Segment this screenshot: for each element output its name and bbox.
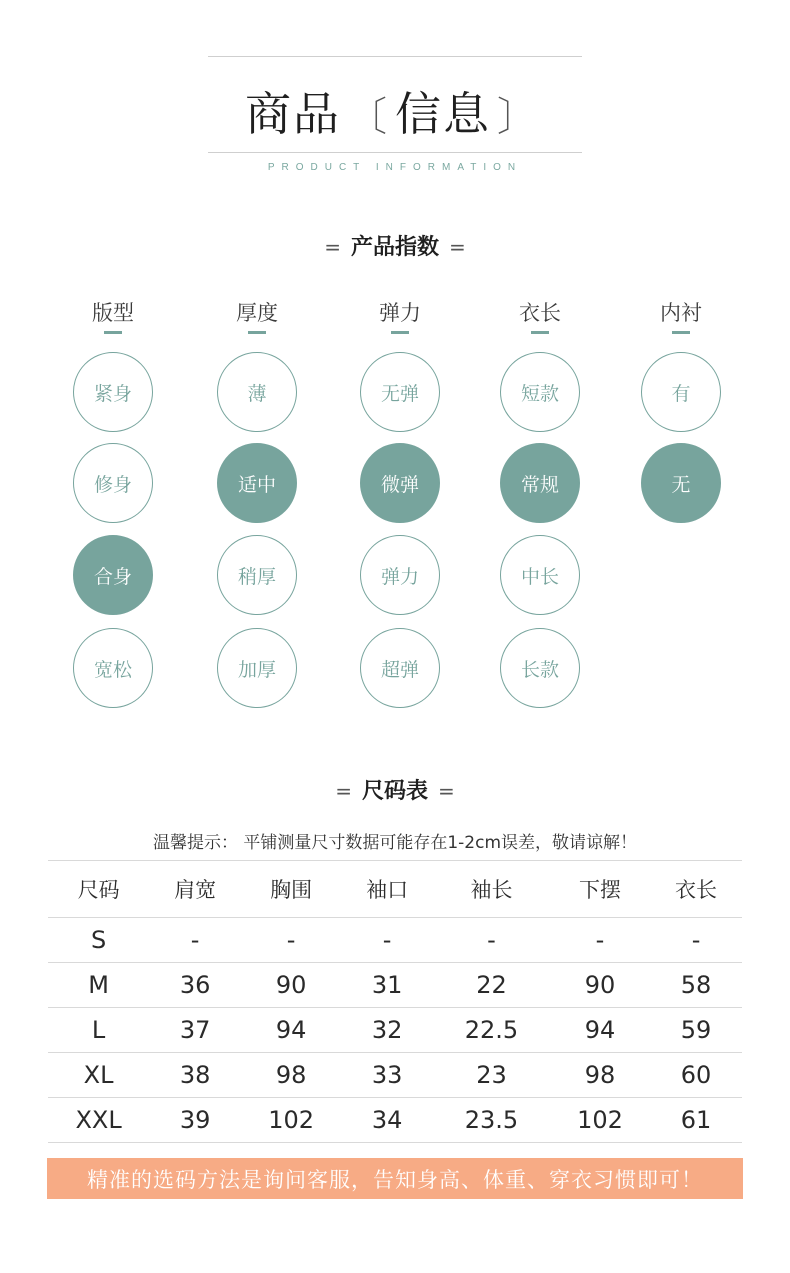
size-section-heading	[0, 774, 790, 805]
title-sub: 信息	[395, 87, 491, 141]
size-value-cell: 102	[550, 1098, 650, 1143]
index-option-bubble: 长款	[500, 628, 580, 708]
heading-eq-left: =	[324, 235, 341, 259]
heading-eq-right: =	[449, 235, 466, 259]
size-value-cell: -	[341, 918, 433, 963]
size-value-cell: 90	[550, 963, 650, 1008]
index-option-bubble: 微弹	[360, 443, 440, 523]
size-table	[48, 860, 742, 1143]
size-label-cell: M	[48, 963, 149, 1008]
header-top-rule	[208, 56, 582, 57]
header-bottom-rule	[208, 152, 582, 153]
size-label-cell: L	[48, 1008, 149, 1053]
size-value-cell: 94	[550, 1008, 650, 1053]
index-option-bubble: 弹力	[360, 535, 440, 615]
size-table-header-cell: 尺码	[48, 861, 149, 918]
index-option-bubble: 超弹	[360, 628, 440, 708]
index-column-underline	[391, 331, 409, 334]
size-value-cell: 22	[433, 963, 550, 1008]
size-value-cell: 23	[433, 1053, 550, 1098]
size-value-cell: 98	[241, 1053, 341, 1098]
size-value-cell: 31	[341, 963, 433, 1008]
size-value-cell: 90	[241, 963, 341, 1008]
index-section-heading	[0, 230, 790, 261]
index-option-bubble: 合身	[73, 535, 153, 615]
table-row	[48, 918, 742, 963]
size-table-header-cell: 衣长	[650, 861, 742, 918]
index-option-bubble: 常规	[500, 443, 580, 523]
size-value-cell: -	[650, 918, 742, 963]
size-value-cell: 59	[650, 1008, 742, 1053]
size-label-cell: S	[48, 918, 149, 963]
size-value-cell: 33	[341, 1053, 433, 1098]
sizing-advice-banner: 精准的选码方法是询问客服，告知身高、体重、穿衣习惯即可！	[47, 1158, 743, 1199]
index-option-bubble: 薄	[217, 352, 297, 432]
table-row	[48, 1098, 742, 1143]
size-value-cell: -	[149, 918, 241, 963]
index-heading-text: 产品指数	[350, 235, 439, 260]
size-table-header-cell: 袖口	[341, 861, 433, 918]
index-column-underline	[104, 331, 122, 334]
title-bracket-open: 〔	[347, 94, 389, 140]
index-option-bubble: 稍厚	[217, 535, 297, 615]
index-option-bubble: 无弹	[360, 352, 440, 432]
size-value-cell: 22.5	[433, 1008, 550, 1053]
size-value-cell: 32	[341, 1008, 433, 1053]
size-value-cell: -	[433, 918, 550, 963]
size-value-cell: 37	[149, 1008, 241, 1053]
index-column-label: 内衬	[660, 301, 702, 325]
size-table-header-cell: 胸围	[241, 861, 341, 918]
heading-eq-left: =	[335, 779, 352, 803]
size-label-cell: XXL	[48, 1098, 149, 1143]
size-value-cell: 61	[650, 1098, 742, 1143]
heading-eq-right: =	[438, 779, 455, 803]
size-value-cell: 36	[149, 963, 241, 1008]
size-value-cell: 102	[241, 1098, 341, 1143]
size-value-cell: 38	[149, 1053, 241, 1098]
index-column-underline	[248, 331, 266, 334]
page-subtitle: PRODUCT INFORMATION	[267, 162, 523, 173]
size-value-cell: 34	[341, 1098, 433, 1143]
table-row	[48, 1053, 742, 1098]
size-table-body	[48, 918, 742, 1143]
index-option-bubble: 短款	[500, 352, 580, 432]
index-column-underline	[672, 331, 690, 334]
measurement-tip: 温馨提示： 平铺测量尺寸数据可能存在1-2cm误差，敬请谅解！	[152, 833, 638, 853]
size-table-header-cell: 肩宽	[149, 861, 241, 918]
size-value-cell: -	[550, 918, 650, 963]
title-bracket-close: 〕	[497, 94, 539, 140]
size-value-cell: 23.5	[433, 1098, 550, 1143]
size-value-cell: 39	[149, 1098, 241, 1143]
table-row	[48, 1008, 742, 1053]
table-row	[48, 963, 742, 1008]
size-table-header-cell: 下摆	[550, 861, 650, 918]
size-value-cell: 60	[650, 1053, 742, 1098]
size-value-cell: -	[241, 918, 341, 963]
index-column-label: 衣长	[519, 301, 561, 325]
size-table-header-cell: 袖长	[433, 861, 550, 918]
page-title	[0, 78, 790, 144]
title-main: 商品	[245, 87, 341, 141]
index-option-bubble: 无	[641, 443, 721, 523]
index-option-bubble: 紧身	[73, 352, 153, 432]
size-table-header-row	[48, 861, 742, 918]
index-option-bubble: 有	[641, 352, 721, 432]
index-option-bubble: 中长	[500, 535, 580, 615]
index-option-bubble: 加厚	[217, 628, 297, 708]
size-heading-text: 尺码表	[361, 779, 428, 804]
size-label-cell: XL	[48, 1053, 149, 1098]
index-option-bubble: 修身	[73, 443, 153, 523]
index-option-bubble: 宽松	[73, 628, 153, 708]
index-column-underline	[531, 331, 549, 334]
index-column-label: 厚度	[236, 301, 278, 325]
index-column-label: 版型	[92, 301, 134, 325]
index-option-bubble: 适中	[217, 443, 297, 523]
size-value-cell: 58	[650, 963, 742, 1008]
index-column-label: 弹力	[379, 301, 421, 325]
size-value-cell: 98	[550, 1053, 650, 1098]
size-value-cell: 94	[241, 1008, 341, 1053]
